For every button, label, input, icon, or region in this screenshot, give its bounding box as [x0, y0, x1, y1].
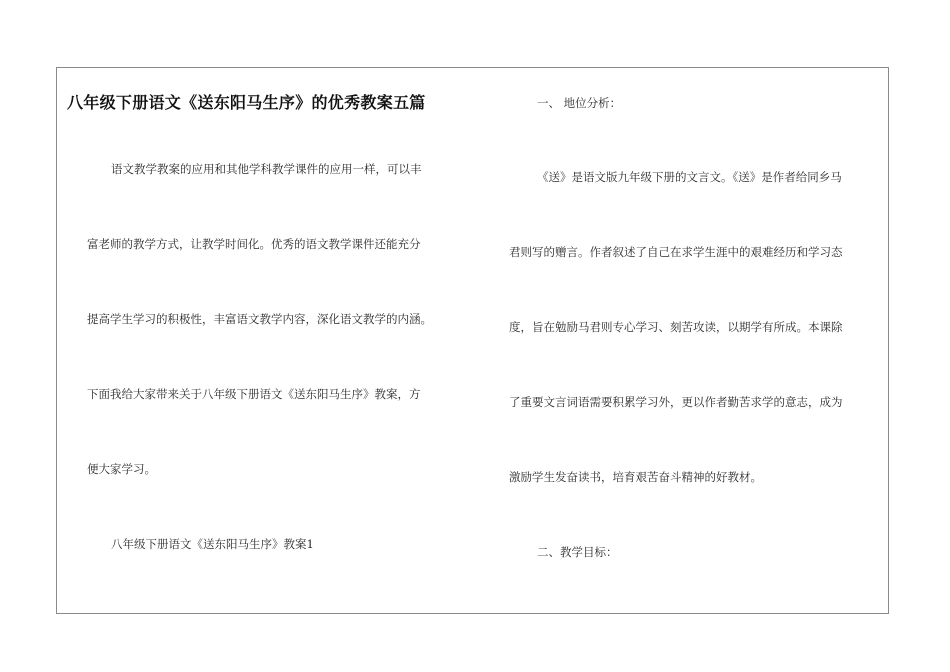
section-heading: 八年级下册语文《送东阳马生序》教案1	[111, 537, 314, 551]
paragraph-line: 下面我给大家带来关于八年级下册语文《送东阳马生序》教案，方	[87, 387, 421, 401]
paragraph-line: 度，旨在勉励马君则专心学习、刻苦攻读，以期学有所成。本课除	[509, 320, 843, 334]
paragraph-line: 《送》是语文版九年级下册的文言文。《送》是作者给同乡马	[537, 170, 842, 184]
section-heading: 二、教学目标：	[537, 545, 618, 559]
paragraph-line: 激励学生发奋读书，培育艰苦奋斗精神的好教材。	[509, 470, 762, 484]
paragraph-line: 提高学生学习的积极性，丰富语文教学内容，深化语文教学的内涵。	[87, 312, 432, 326]
document-page	[56, 67, 889, 614]
paragraph-line: 了重要文言词语需要积累学习外，更以作者勤苦求学的意志，成为	[509, 395, 843, 409]
paragraph-line: 君则写的赠言。作者叙述了自己在求学生涯中的艰难经历和学习态	[509, 245, 843, 259]
paragraph-line: 富老师的教学方式，让教学时间化。优秀的语文教学课件还能充分	[87, 237, 421, 251]
section-heading: 一、 地位分析：	[537, 96, 622, 110]
paragraph-line: 便大家学习。	[87, 462, 156, 476]
left-column	[57, 68, 477, 613]
paragraph-line: 语文教学教案的应用和其他学科教学课件的应用一样，可以丰	[111, 162, 422, 176]
right-column	[497, 68, 890, 613]
document-title: 八年级下册语文《送东阳马生序》的优秀教案五篇	[67, 93, 426, 112]
